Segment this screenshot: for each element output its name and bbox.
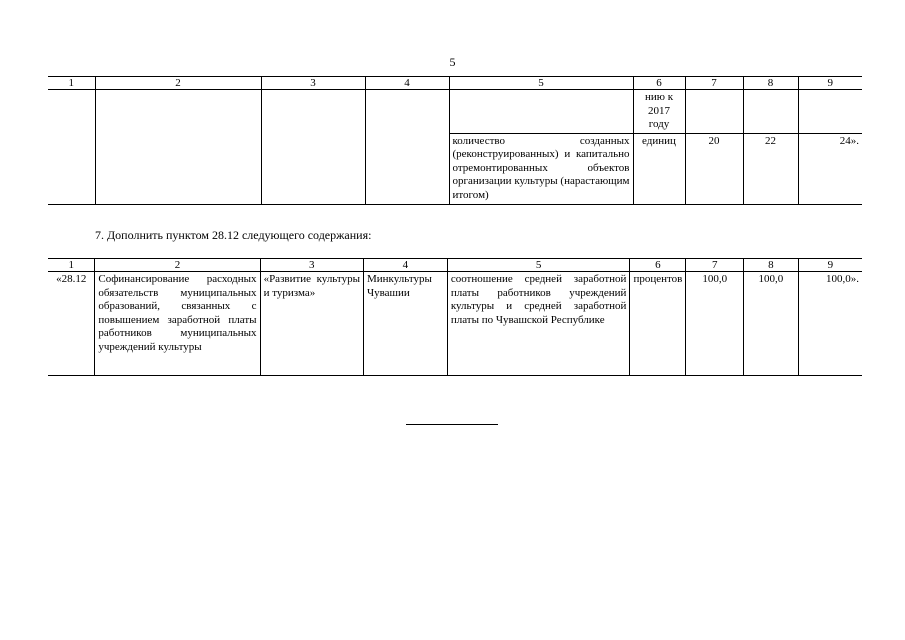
value-cell: 100,0 xyxy=(744,272,799,376)
header-cell: 2 xyxy=(95,77,261,90)
header-cell: 4 xyxy=(365,77,449,90)
value-cell: 100,0». xyxy=(798,272,862,376)
continuation-table xyxy=(48,76,862,205)
header-cell: 7 xyxy=(686,259,744,272)
item-number-cell: «28.12 xyxy=(48,272,95,376)
unit-cell: единиц xyxy=(633,133,685,204)
table-row xyxy=(48,272,862,376)
value-cell: 24». xyxy=(798,133,862,204)
header-cell: 7 xyxy=(685,77,743,90)
footer-divider xyxy=(406,424,498,425)
value-cell: 20 xyxy=(685,133,743,204)
header-cell: 5 xyxy=(449,77,633,90)
table-row xyxy=(48,133,862,204)
executor-cell: Минкультуры Чувашии xyxy=(363,272,447,376)
header-cell: 2 xyxy=(95,259,260,272)
header-cell: 1 xyxy=(48,77,95,90)
header-cell: 3 xyxy=(260,259,363,272)
header-cell: 8 xyxy=(743,77,798,90)
header-cell: 9 xyxy=(798,77,862,90)
indicator-name-cell: Софинансирование расходных обязательств муниципальных образований, связанных с повышением заработной платы работников муниципальных учреждений культуры xyxy=(95,272,260,376)
value-cell: 22 xyxy=(743,133,798,204)
amendment-paragraph: 7. Дополнить пунктом 28.12 следующего содержания: xyxy=(95,228,372,242)
unit-cell: процентов xyxy=(630,272,686,376)
header-cell: 1 xyxy=(48,259,95,272)
program-cell: «Развитие культуры и туризма» xyxy=(260,272,363,376)
header-row xyxy=(48,77,862,90)
header-cell: 6 xyxy=(630,259,686,272)
unit-cell: нию к 2017 году xyxy=(633,90,685,134)
value-cell: 100,0 xyxy=(686,272,744,376)
indicator-cell: количество созданных (реконструированных) и капитально отремонтированных объектов организации культуры (нарастающим итогом) xyxy=(449,133,633,204)
indicator-cell: соотношение средней заработной платы работников учреждений культуры и средней заработной платы по Чувашской Республике xyxy=(447,272,630,376)
header-cell: 8 xyxy=(744,259,799,272)
amendment-table xyxy=(48,258,862,376)
page-number: 5 xyxy=(449,55,456,69)
header-cell: 9 xyxy=(798,259,862,272)
header-cell: 3 xyxy=(261,77,365,90)
header-cell: 4 xyxy=(363,259,447,272)
header-cell: 5 xyxy=(447,259,630,272)
table-row xyxy=(48,90,862,134)
header-row xyxy=(48,259,862,272)
header-cell: 6 xyxy=(633,77,685,90)
